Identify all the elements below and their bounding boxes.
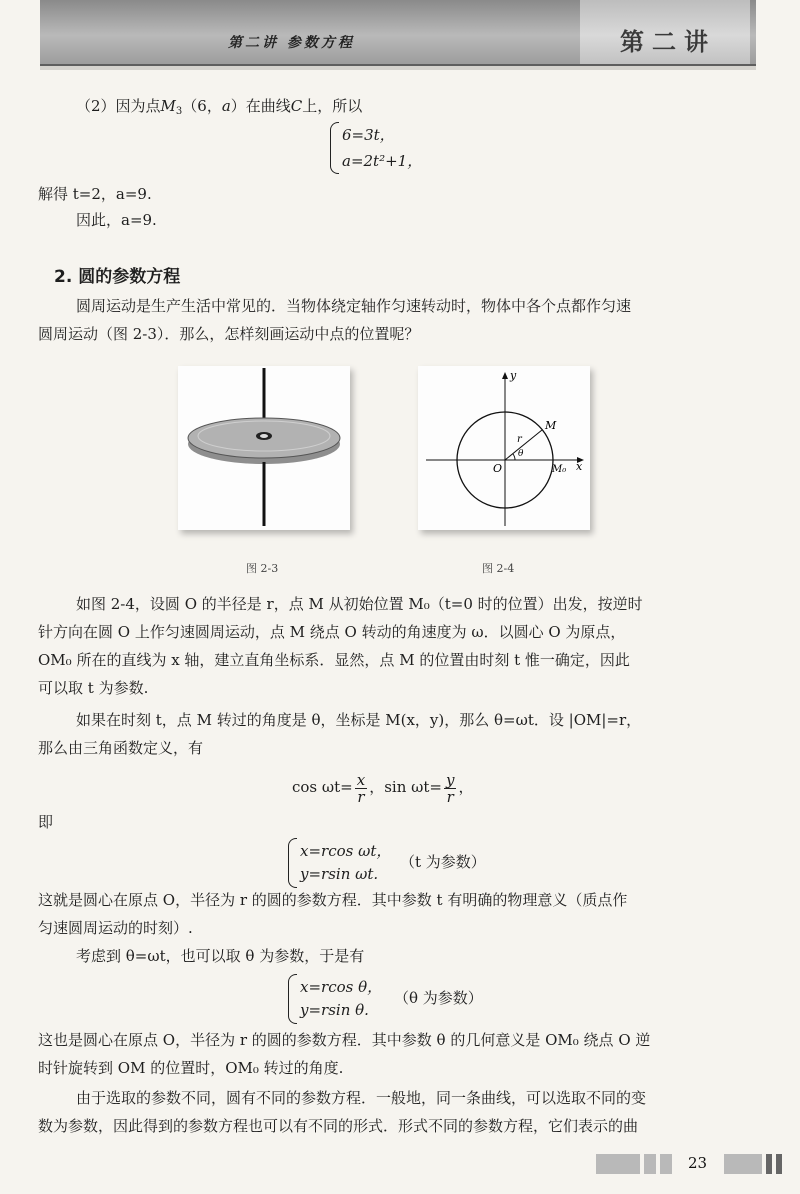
para1-line1: 圆周运动是生产生活中常见的．当物体绕定轴作匀速转动时，物体中各个点都作匀速	[76, 297, 632, 315]
point-m-label: M	[545, 419, 557, 432]
system-t-eq2: y=rsin ωt.	[300, 865, 379, 883]
page-number: 23	[688, 1154, 708, 1172]
system-theta-eq1: x=rcos θ，	[300, 978, 383, 996]
figure-2-3-caption: 图 2-3	[246, 562, 279, 575]
lecture-label: 第二讲	[620, 27, 716, 56]
fraction-y-over-r: $\frac{y}{r}$	[445, 770, 455, 806]
sin-lhs: ，sin ωt=	[369, 778, 442, 796]
para5-line1: 考虑到 θ=ωt，也可以取 θ 为参数，于是有	[76, 947, 365, 965]
left-brace	[288, 974, 297, 1024]
lecture-tab	[580, 0, 750, 64]
system-t-note: （t 为参数）	[400, 853, 486, 871]
para6-line1: 这也是圆心在原点 O，半径为 r 的圆的参数方程．其中参数 θ 的几何意义是 OM₀ 绕点 O 逆	[38, 1031, 651, 1049]
page-footer	[596, 1154, 786, 1174]
y-axis-label: y	[510, 369, 517, 382]
section-heading: 2. 圆的参数方程	[54, 267, 181, 287]
para2-line2: 针方向在圆 O 上作匀速圆周运动，点 M 绕点 O 转动的角速度为 ω．以圆心 O 为原点，	[38, 623, 626, 641]
system-t-eq1: x=rcos ωt，	[300, 842, 392, 860]
footer-block	[724, 1154, 762, 1174]
header-shadow	[40, 66, 756, 70]
fraction-x-over-r: $\frac{x}{r}$	[356, 770, 366, 806]
page-header	[40, 0, 756, 66]
footer-block	[644, 1154, 656, 1174]
para6-line2: 时针旋转到 OM 的位置时，OM₀ 转过的角度.	[38, 1059, 344, 1077]
part2-eq1: 6=3t，	[342, 126, 395, 144]
para3-line1: 如果在时刻 t，点 M 转过的角度是 θ，坐标是 M(x，y)，那么 θ=ωt．设 |OM|=r，	[76, 711, 642, 729]
trig-definition: cos ωt= $\frac{x}{r}$ ，sin ωt= $\frac{y}{r}$ ，	[292, 770, 474, 806]
para7-line1: 由于选取的参数不同，圆有不同的参数方程．一般地，同一条曲线，可以选取不同的变	[76, 1089, 647, 1107]
part2-therefore: 因此，a=9.	[76, 211, 157, 229]
para1-line2: 圆周运动（图 2-3）．那么，怎样刻画运动中点的位置呢？	[38, 325, 420, 343]
theta-label: θ	[518, 449, 524, 459]
point-m0-label: M₀	[552, 464, 567, 475]
origin-label: O	[493, 462, 503, 475]
footer-block	[596, 1154, 640, 1174]
radius-label: r	[517, 434, 522, 445]
system-t	[288, 838, 412, 888]
system-theta	[288, 974, 400, 1024]
figure-2-4	[418, 366, 590, 530]
para2-line3: OM₀ 所在的直线为 x 轴，建立直角坐标系．显然，点 M 的位置由时刻 t 惟一确定，因此	[38, 651, 630, 669]
footer-block	[766, 1154, 772, 1174]
para3-line2: 那么由三角函数定义，有	[38, 739, 204, 757]
system-theta-eq2: y=rsin θ.	[300, 1001, 369, 1019]
cos-lhs: cos ωt=	[292, 778, 353, 796]
para2-line1: 如图 2-4，设圆 O 的半径是 r，点 M 从初始位置 M₀（t=0 时的位置）出发，按逆时	[76, 595, 643, 613]
footer-block	[776, 1154, 782, 1174]
part2-intro: （2）因为点$M_3(6$，a）在曲线C上，所以	[76, 97, 363, 117]
left-brace	[288, 838, 297, 888]
para2-line4: 可以取 t 为参数.	[38, 679, 149, 697]
part2-solve: 解得 t=2，a=9.	[38, 185, 152, 203]
chapter-title: 第二讲 参数方程	[228, 35, 355, 51]
figure-2-3	[178, 366, 350, 530]
x-axis-label: x	[576, 460, 583, 473]
para7-line2: 数为参数，因此得到的参数方程也可以有不同的形式．形式不同的参数方程，它们表示的曲	[38, 1117, 639, 1135]
rotating-disc-illustration	[178, 366, 350, 530]
part2-eq2: a=2t²+1，	[342, 152, 423, 170]
left-brace	[330, 122, 339, 174]
figure-2-4-caption: 图 2-4	[482, 562, 515, 575]
para4-line1: 这就是圆心在原点 O，半径为 r 的圆的参数方程．其中参数 t 有明确的物理意义（质点作	[38, 891, 628, 909]
part2-system	[330, 122, 470, 174]
para4-line2: 匀速圆周运动的时刻）.	[38, 919, 193, 937]
ji-label: 即	[38, 813, 54, 831]
footer-block	[660, 1154, 672, 1174]
circle-coordinate-diagram	[418, 366, 590, 530]
system-theta-note: （θ 为参数）	[394, 989, 483, 1007]
